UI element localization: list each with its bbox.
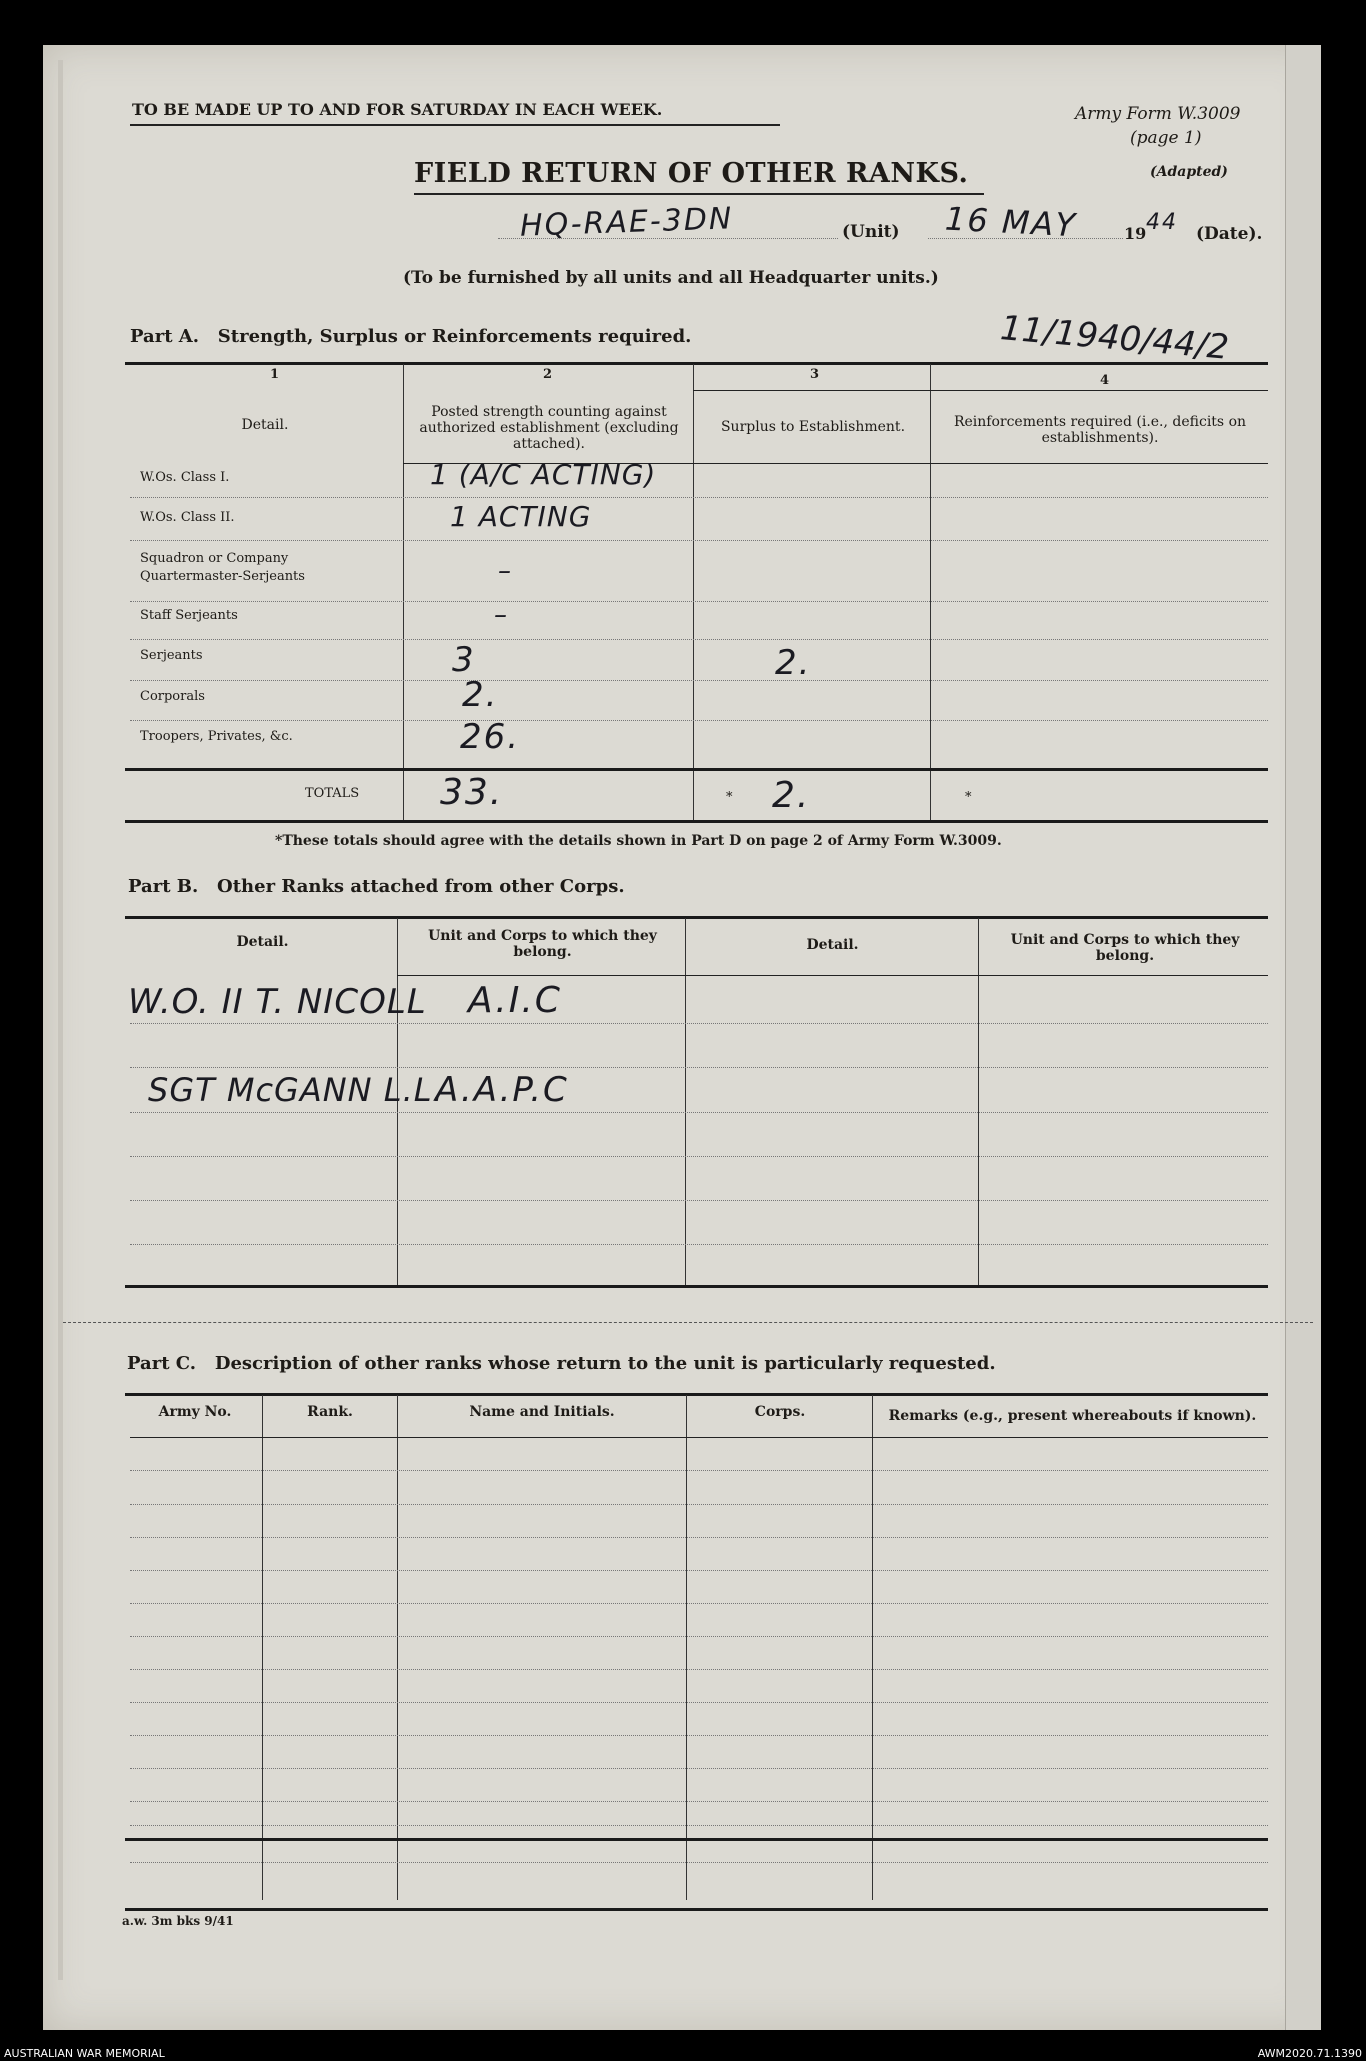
col-header-reinforcements: Reinforcements required (i.e., deficits on establishments). <box>953 414 1247 446</box>
unit-dotted-line <box>498 238 838 239</box>
part-c-row-rule <box>130 1603 1268 1604</box>
part-c-row-rule <box>130 1669 1268 1670</box>
date-label: (Date). <box>1196 224 1263 244</box>
part-c-row-rule <box>130 1768 1268 1769</box>
row-surplus-serjeants: 2. <box>775 643 812 683</box>
part-b-header-detail-2: Detail. <box>806 937 859 953</box>
row-rule <box>130 680 1268 681</box>
part-c-header-rule <box>130 1437 1268 1438</box>
col4-number-rule <box>930 390 1268 391</box>
row-rule <box>130 639 1268 640</box>
part-c-row-rule <box>130 1735 1268 1736</box>
row-detail-wo-class-1: W.Os. Class I. <box>140 470 230 485</box>
row-detail-wo-class-2: W.Os. Class II. <box>140 510 235 525</box>
paper-fold <box>58 60 63 1980</box>
part-b-row-rule <box>130 1067 1268 1068</box>
part-c-row-rule <box>130 1570 1268 1571</box>
col-number-3: 3 <box>810 367 820 382</box>
part-b-row-2-detail: SGT McGANN L.L. <box>148 1071 444 1109</box>
row-posted-troopers: 26. <box>460 717 521 757</box>
part-b-row-rule <box>130 1244 1268 1245</box>
form-name: Army Form W.3009 <box>1075 104 1241 124</box>
part-b-row-rule <box>130 1156 1268 1157</box>
row-rule <box>130 601 1268 602</box>
row-posted-serjeants: 3 <box>452 640 476 680</box>
col-header-detail: Detail. <box>241 417 289 433</box>
archive-footer <box>0 2030 1366 2061</box>
part-b-row-rule <box>130 1023 1268 1024</box>
unit-value: HQ-RAE-3DN <box>519 201 734 244</box>
row-posted-wo-class-1: 1 (A/C ACTING) <box>430 458 657 491</box>
part-a-bottom-rule <box>125 820 1268 823</box>
part-c-row-rule <box>130 1504 1268 1505</box>
row-posted-staff-serjeants: – <box>494 600 509 630</box>
page-title: FIELD RETURN OF OTHER RANKS. <box>414 158 969 189</box>
instruction-text: TO BE MADE UP TO AND FOR SATURDAY IN EACH WEEK. <box>132 100 663 119</box>
part-b-row-rule <box>130 1200 1268 1201</box>
part-a-title: Part A. Strength, Surplus or Reinforcements required. <box>130 326 692 347</box>
part-c-row-rule <box>130 1862 1268 1863</box>
unit-label: (Unit) <box>842 222 900 242</box>
part-c-header-rank: Rank. <box>307 1404 353 1420</box>
part-b-col-divider-2 <box>685 918 686 1286</box>
totals-top-rule <box>125 768 1268 771</box>
date-value: 16 MAY <box>944 199 1078 245</box>
part-b-top-rule <box>125 916 1268 919</box>
year-suffix: 44 <box>1146 210 1178 235</box>
row-rule <box>130 720 1268 721</box>
totals-posted: 33. <box>440 772 504 813</box>
date-dotted-line <box>928 238 1123 239</box>
row-detail-staff-serjeants: Staff Serjeants <box>140 608 238 623</box>
part-b-row-2-corps: A.A.P.C <box>435 1070 569 1110</box>
row-posted-wo-class-2: 1 ACTING <box>450 500 592 533</box>
title-underline <box>414 193 984 195</box>
print-code: a.w. 3m bks 9/41 <box>122 1914 234 1928</box>
col-header-posted: Posted strength counting against authorized establishment (excluding attached). <box>419 404 679 452</box>
row-detail-cqms: Squadron or Company Quartermaster-Serjeants <box>140 551 305 584</box>
part-b-col-divider-3 <box>978 918 979 1286</box>
year-prefix: 19 <box>1124 224 1147 243</box>
part-a-col-divider-3 <box>930 364 931 820</box>
part-c-header-remarks: Remarks (e.g., present whereabouts if known). <box>888 1408 1257 1424</box>
archive-reference: AWM2020.71.1390 <box>1257 2047 1362 2060</box>
archive-name: AUSTRALIAN WAR MEMORIAL <box>4 2047 165 2060</box>
part-c-bottom-rule <box>125 1908 1268 1911</box>
part-c-header-corps: Corps. <box>754 1404 806 1420</box>
row-posted-cqms: – <box>498 556 513 586</box>
reference-number: 11/1940/44/2 <box>998 308 1231 368</box>
part-b-header-corps-1: Unit and Corps to which they belong. <box>428 928 657 960</box>
part-c-header-name: Name and Initials. <box>469 1404 615 1420</box>
part-a-top-rule <box>125 362 1268 365</box>
row-rule <box>130 540 1268 541</box>
totals-star-reinforcements: * <box>965 790 972 805</box>
row-rule <box>130 497 1268 498</box>
part-b-header-corps-2: Unit and Corps to which they belong. <box>1010 932 1240 964</box>
perforation-line <box>63 1322 1313 1323</box>
form-page: (page 1) <box>1130 128 1202 148</box>
part-c-row-rule <box>130 1801 1268 1802</box>
part-c-top-rule <box>125 1393 1268 1396</box>
row-detail-serjeants: Serjeants <box>140 648 203 663</box>
col-number-1: 1 <box>270 367 280 382</box>
part-c-row-rule <box>130 1537 1268 1538</box>
part-c-row-rule <box>130 1470 1268 1471</box>
row-detail-troopers: Troopers, Privates, &c. <box>140 729 293 744</box>
part-c-row-rule <box>130 1702 1268 1703</box>
col-number-4: 4 <box>1100 373 1110 388</box>
part-a-col-divider-2 <box>693 364 694 820</box>
col-header-surplus: Surplus to Establishment. <box>720 419 906 435</box>
row-posted-corporals: 2. <box>462 675 499 715</box>
furnished-note: (To be furnished by all units and all Headquarter units.) <box>403 268 939 288</box>
part-b-row-1-corps: A.I.C <box>468 980 562 1021</box>
page-edge-strip <box>1285 45 1321 2030</box>
part-c-row-rule <box>130 1825 1268 1826</box>
col3-number-rule <box>693 390 930 391</box>
totals-star-surplus: * <box>726 790 733 805</box>
part-a-col-divider-1 <box>403 364 404 820</box>
part-b-header-rule <box>397 975 1268 976</box>
totals-label: TOTALS <box>305 786 360 801</box>
part-b-bottom-rule <box>125 1285 1268 1288</box>
part-c-header-army-no: Army No. <box>158 1404 232 1420</box>
part-b-row-rule <box>130 1112 1268 1113</box>
adapted-label: (Adapted) <box>1150 164 1228 180</box>
part-b-title: Part B. Other Ranks attached from other Corps. <box>128 876 625 897</box>
instruction-underline <box>130 124 780 126</box>
part-c-total-rule <box>125 1838 1268 1841</box>
part-b-row-1-detail: W.O. II T. NICOLL <box>128 982 427 1022</box>
part-a-footnote: *These totals should agree with the details shown in Part D on page 2 of Army Form W.3009. <box>275 833 1002 849</box>
col-number-2: 2 <box>543 367 553 382</box>
part-c-title: Part C. Description of other ranks whose return to the unit is particularly requested. <box>127 1353 996 1374</box>
part-c-row-rule <box>130 1636 1268 1637</box>
totals-surplus: 2. <box>772 775 811 816</box>
row-detail-corporals: Corporals <box>140 689 205 704</box>
part-b-header-detail-1: Detail. <box>236 934 289 950</box>
